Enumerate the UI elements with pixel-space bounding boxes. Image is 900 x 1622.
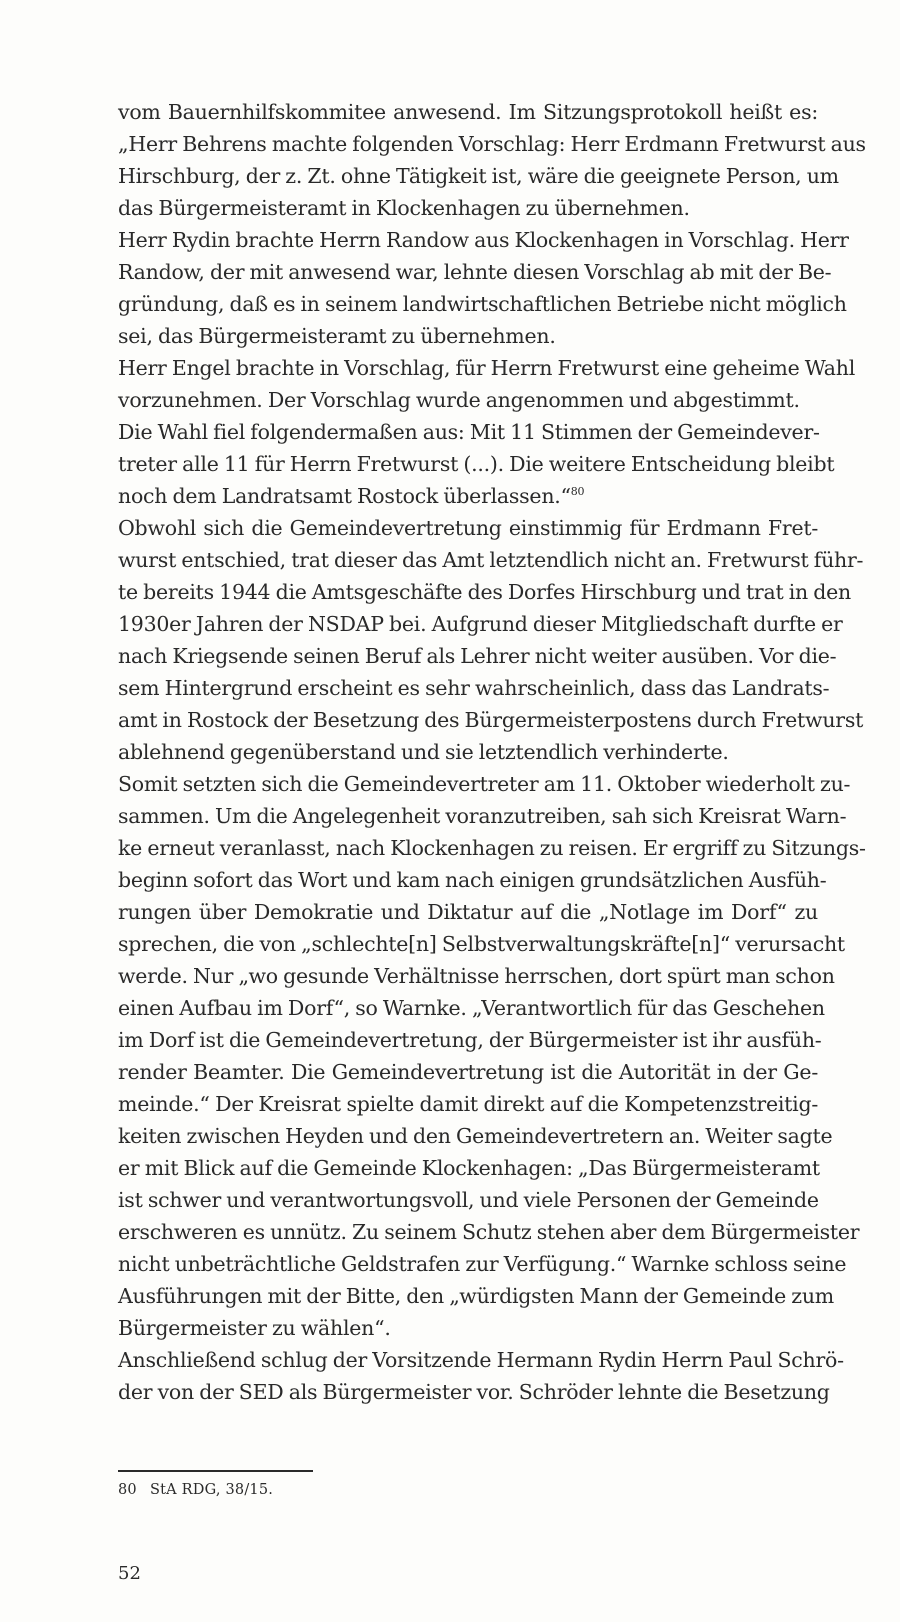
text-line: [118, 1152, 818, 1184]
text-line-content: sammen. Um die Angelegenheit voranzutreiben, sah sich Kreisrat Warn-: [118, 804, 847, 828]
text-line-content: das Bürgermeisteramt in Klockenhagen zu übernehmen.: [118, 196, 690, 220]
text-line-content: Die Wahl fiel folgendermaßen aus: Mit 11 Stimmen der Gemeindever-: [118, 420, 820, 444]
text-line-content: beginn sofort das Wort und kam nach einigen grundsätzlichen Ausfüh-: [118, 868, 827, 892]
text-line: [118, 896, 818, 928]
text-line: [118, 352, 856, 384]
text-line: [118, 576, 851, 608]
text-line: [118, 608, 843, 640]
text-line-content: render Beamter. Die Gemeindevertretung ist die Autorität in der Ge-: [118, 1060, 818, 1084]
text-line: [118, 384, 818, 416]
text-line: [118, 256, 832, 288]
text-line-content: Anschließend schlug der Vorsitzende Hermann Rydin Herrn Paul Schrö-: [118, 1348, 844, 1372]
text-line-content: ablehnend gegenüberstand und sie letztendlich verhinderte.: [118, 740, 729, 764]
footnote-text: StA RDG, 38/15.: [150, 1482, 274, 1498]
text-line-content: sprechen, die von „schlechte[n] Selbstverwaltungskräfte[n]“ verursacht: [118, 932, 845, 956]
footnote-number: 80: [118, 1482, 137, 1498]
text-line-content: Bürgermeister zu wählen“.: [118, 1316, 391, 1340]
text-line-content: Obwohl sich die Gemeindevertretung einstimmig für Erdmann Fret-: [118, 516, 818, 540]
text-line: [118, 1280, 834, 1312]
text-line: [118, 768, 851, 800]
text-line: [118, 704, 864, 736]
text-line-content: meinde.“ Der Kreisrat spielte damit direkt auf die Kompetenzstreitig-: [118, 1092, 818, 1116]
text-line: [118, 672, 830, 704]
text-line-content: „Herr Behrens machte folgenden Vorschlag: Herr Erdmann Fretwurst aus: [118, 132, 866, 156]
text-line-content: ist schwer und verantwortungsvoll, und viele Personen der Gemeinde: [118, 1188, 819, 1212]
text-line-content: amt in Rostock der Besetzung des Bürgermeisterpostens durch Fretwurst: [118, 708, 864, 732]
text-line-content: im Dorf ist die Gemeindevertretung, der Bürgermeister ist ihr ausfüh-: [118, 1028, 822, 1052]
text-line: [118, 96, 818, 128]
text-line: [118, 512, 818, 544]
text-line: [118, 800, 847, 832]
text-line: [118, 736, 818, 768]
text-line-content: erschweren es unnütz. Zu seinem Schutz stehen aber dem Bürgermeister: [118, 1220, 860, 1244]
text-line-content: Ausführungen mit der Bitte, den „würdigsten Mann der Gemeinde zum: [118, 1284, 834, 1308]
text-line-content: keiten zwischen Heyden und den Gemeindevertretern an. Weiter sagte: [118, 1124, 833, 1148]
text-line-content: te bereits 1944 die Amtsgeschäfte des Dorfes Hirschburg und trat in den: [118, 580, 851, 604]
text-line-content: noch dem Landratsamt Rostock überlassen.“: [118, 484, 571, 508]
text-line: [118, 864, 827, 896]
text-line-content: nicht unbeträchtliche Geldstrafen zur Verfügung.“ Warnke schloss seine: [118, 1252, 847, 1276]
text-line: [118, 544, 864, 576]
text-line-content: Somit setzten sich die Gemeindevertreter am 11. Oktober wiederholt zu-: [118, 772, 851, 796]
text-line-content: Herr Engel brachte in Vorschlag, für Herrn Fretwurst eine geheime Wahl: [118, 356, 856, 380]
text-line: [118, 1024, 822, 1056]
text-line: [118, 928, 845, 960]
text-line-content: 1930er Jahren der NSDAP bei. Aufgrund dieser Mitgliedschaft durfte er: [118, 612, 843, 636]
body-text: [118, 96, 866, 1408]
text-line-content: vom Bauernhilfskommitee anwesend. Im Sitzungsprotokoll heißt es:: [118, 100, 818, 124]
footnote: [118, 1480, 273, 1500]
text-line: [118, 1216, 860, 1248]
text-line-content: gründung, daß es in seinem landwirtschaftlichen Betriebe nicht möglich: [118, 292, 847, 316]
text-line: [118, 1088, 818, 1120]
text-line-content: treter alle 11 für Herrn Fretwurst (...). Die weitere Entscheidung bleibt: [118, 452, 835, 476]
text-line: [118, 1312, 818, 1344]
text-line: [118, 320, 818, 352]
text-line-content: sem Hintergrund erscheint es sehr wahrscheinlich, dass das Landrats-: [118, 676, 830, 700]
text-line-content: ke erneut veranlasst, nach Klockenhagen zu reisen. Er ergriff zu Sitzungs-: [118, 836, 866, 860]
footnote-reference: 80: [570, 485, 585, 498]
text-line-content: Randow, der mit anwesend war, lehnte diesen Vorschlag ab mit der Be-: [118, 260, 832, 284]
text-line-content: werde. Nur „wo gesunde Verhältnisse herrschen, dort spürt man schon: [118, 964, 835, 988]
text-line-content: nach Kriegsende seinen Beruf als Lehrer nicht weiter ausüben. Vor die-: [118, 644, 837, 668]
text-line: [118, 1056, 818, 1088]
text-line-content: vorzunehmen. Der Vorschlag wurde angenommen und abgestimmt.: [118, 388, 800, 412]
footnote-separator: [118, 1470, 313, 1472]
text-line: [118, 416, 818, 448]
text-line: [118, 832, 866, 864]
text-line-content: der von der SED als Bürgermeister vor. Schröder lehnte die Besetzung: [118, 1380, 830, 1404]
text-line: [118, 480, 818, 512]
text-line: [118, 448, 835, 480]
text-line-content: rungen über Demokratie und Diktatur auf die „Notlage im Dorf“ zu: [118, 900, 818, 924]
text-line: [118, 1344, 844, 1376]
text-line: [118, 288, 847, 320]
text-line: [118, 1376, 830, 1408]
text-line: [118, 960, 835, 992]
text-line-content: er mit Blick auf die Gemeinde Klockenhagen: „Das Bürgermeisteramt: [118, 1156, 820, 1180]
text-line: [118, 224, 849, 256]
text-line: [118, 128, 866, 160]
text-line: [118, 1248, 847, 1280]
text-line: [118, 1184, 818, 1216]
text-line: [118, 1120, 833, 1152]
text-line: [118, 160, 839, 192]
text-line-content: sei, das Bürgermeisteramt zu übernehmen.: [118, 324, 556, 348]
text-line-content: Hirschburg, der z. Zt. ohne Tätigkeit ist, wäre die geeignete Person, um: [118, 164, 839, 188]
text-line: [118, 192, 818, 224]
text-line: [118, 640, 837, 672]
text-line-content: Herr Rydin brachte Herrn Randow aus Klockenhagen in Vorschlag. Herr: [118, 228, 849, 252]
text-line-content: wurst entschied, trat dieser das Amt letztendlich nicht an. Fretwurst führ-: [118, 548, 864, 572]
text-line: [118, 992, 825, 1024]
page-number: 52: [118, 1563, 141, 1584]
text-line-content: einen Aufbau im Dorf“, so Warnke. „Verantwortlich für das Geschehen: [118, 996, 825, 1020]
